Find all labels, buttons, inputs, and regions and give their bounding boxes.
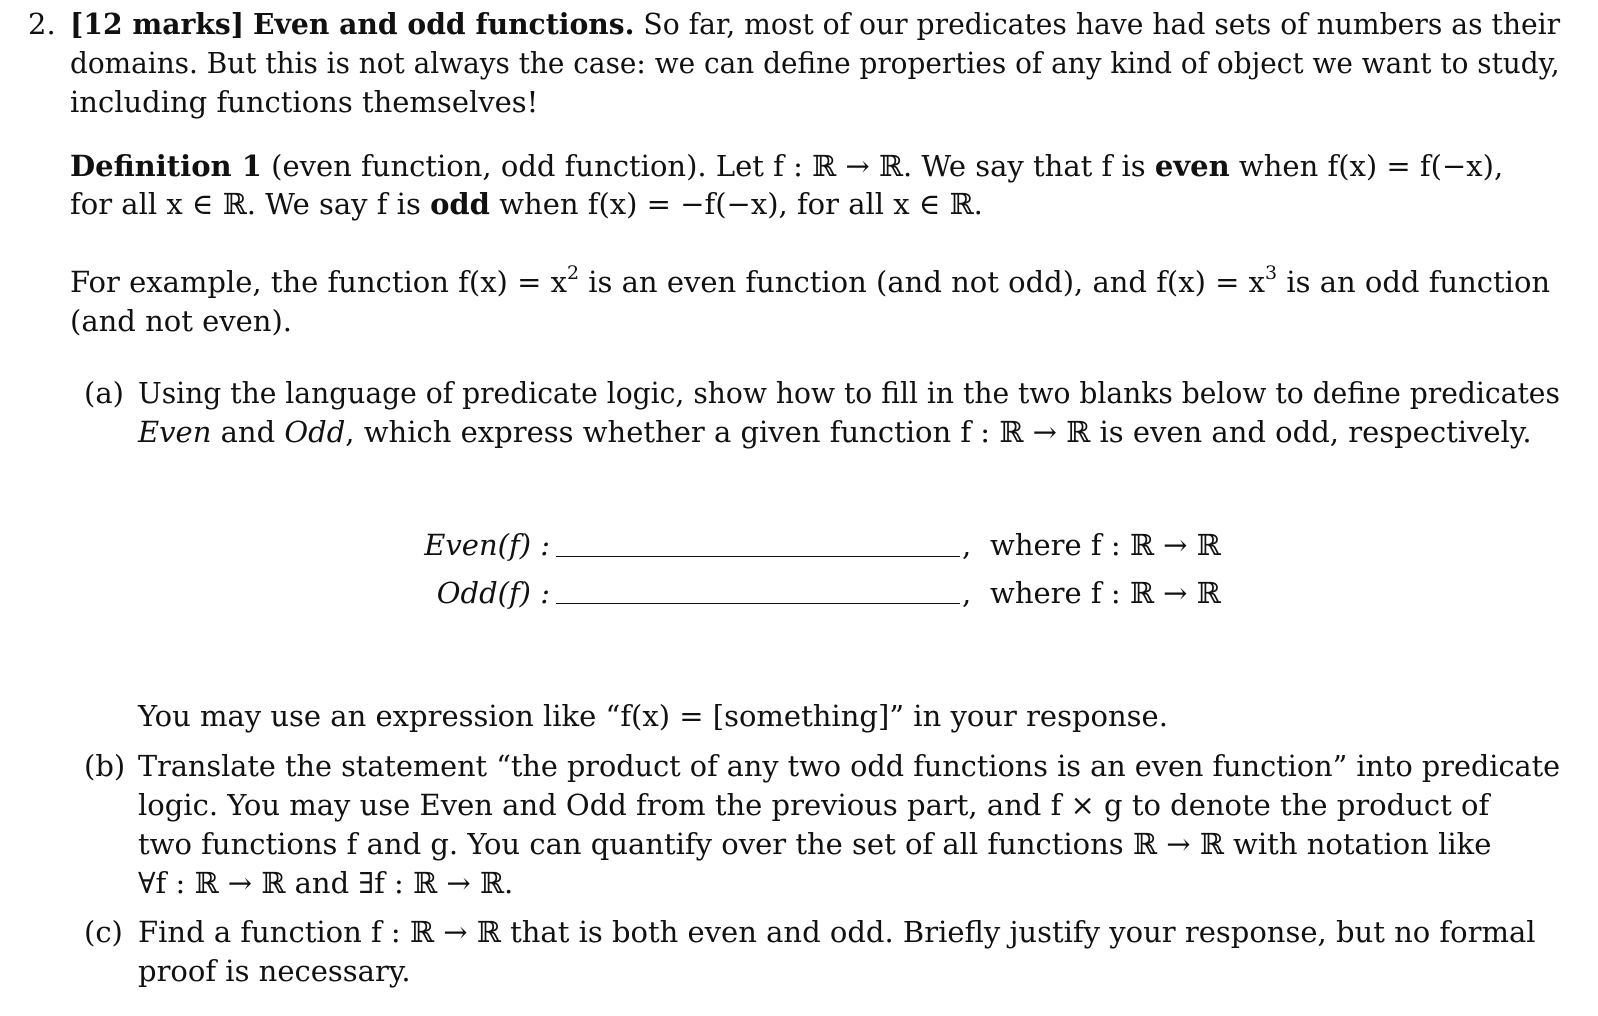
odd-where-clause: where f : ℝ → ℝ <box>990 576 1221 610</box>
even-word: even <box>1154 149 1230 183</box>
odd-word: odd <box>430 187 490 221</box>
odd-predicate-label: Odd(f) : <box>436 576 550 610</box>
question-heading-line <box>70 4 1561 44</box>
definition-text-2a: for all x ∈ ℝ. We say f is <box>70 187 421 221</box>
intro-line-3: including functions themselves! <box>70 85 539 119</box>
superscript-3: 3 <box>1265 262 1278 284</box>
part-b-line-2: logic. You may use Even and Odd from the previous part, and f × g to denote the product of <box>138 788 1490 822</box>
even-predicate-label: Even(f) : <box>424 528 550 562</box>
question-number: 2. <box>28 7 56 41</box>
odd-predicate-name: Odd <box>284 415 346 449</box>
part-a-line-2-rest: , which express whether a given function f : ℝ → ℝ is even and odd, respectively. <box>345 415 1532 449</box>
part-c-label: (c) <box>84 915 123 949</box>
even-comma: , <box>962 528 972 562</box>
part-b-line-1: Translate the statement “the product of any two odd functions is an even function” into predicate <box>138 749 1561 783</box>
example-text-1b: is an even function (and not odd), and f(x) = x <box>579 265 1266 299</box>
example-text-1a: For example, the function f(x) = x <box>70 265 567 299</box>
example-line-2: (and not even). <box>70 304 292 338</box>
example-line-1 <box>70 262 1550 302</box>
part-b-line-4: ∀f : ℝ → ℝ and ∃f : ℝ → ℝ. <box>138 866 514 900</box>
part-a-label: (a) <box>84 376 124 410</box>
definition-name: (even function, odd function). <box>271 149 707 183</box>
part-b-line-3: two functions f and g. You can quantify over the set of all functions ℝ → ℝ with notation like <box>138 827 1492 861</box>
definition-text-1a: Let f : ℝ → ℝ. We say that f is <box>715 149 1146 183</box>
part-b-label: (b) <box>84 749 126 783</box>
odd-blank-line[interactable] <box>556 603 960 604</box>
example-text-1c: is an odd function <box>1277 265 1551 299</box>
definition-text-2b: when f(x) = −f(−x), for all x ∈ ℝ. <box>499 187 983 221</box>
superscript-2: 2 <box>566 262 580 284</box>
part-c-line-1: Find a function f : ℝ → ℝ that is both even and odd. Briefly justify your response, but no formal <box>138 915 1536 949</box>
intro-line-2: domains. But this is not always the case: we can define properties of any kind of object we want to study, <box>70 46 1560 80</box>
question-title: Even and odd functions. <box>253 7 635 41</box>
part-c-line-2: proof is necessary. <box>138 954 411 988</box>
definition-line-2 <box>70 184 983 224</box>
part-a-hint: You may use an expression like “f(x) = [something]” in your response. <box>138 699 1168 733</box>
intro-line-1: So far, most of our predicates have had sets of numbers as their <box>643 7 1561 41</box>
definition-label: Definition 1 <box>70 149 262 183</box>
part-a-line-2 <box>138 412 1532 452</box>
question-marks: [12 marks] <box>70 7 245 41</box>
odd-comma: , <box>962 576 972 610</box>
even-blank-line[interactable] <box>556 556 960 557</box>
and-word: and <box>220 415 276 449</box>
even-where-clause: where f : ℝ → ℝ <box>990 528 1221 562</box>
definition-text-1b: when f(x) = f(−x), <box>1238 149 1504 183</box>
part-a-line-1: Using the language of predicate logic, show how to fill in the two blanks below to define predicates <box>138 376 1560 410</box>
even-predicate-name: Even <box>138 415 212 449</box>
definition-line-1 <box>70 146 1503 186</box>
